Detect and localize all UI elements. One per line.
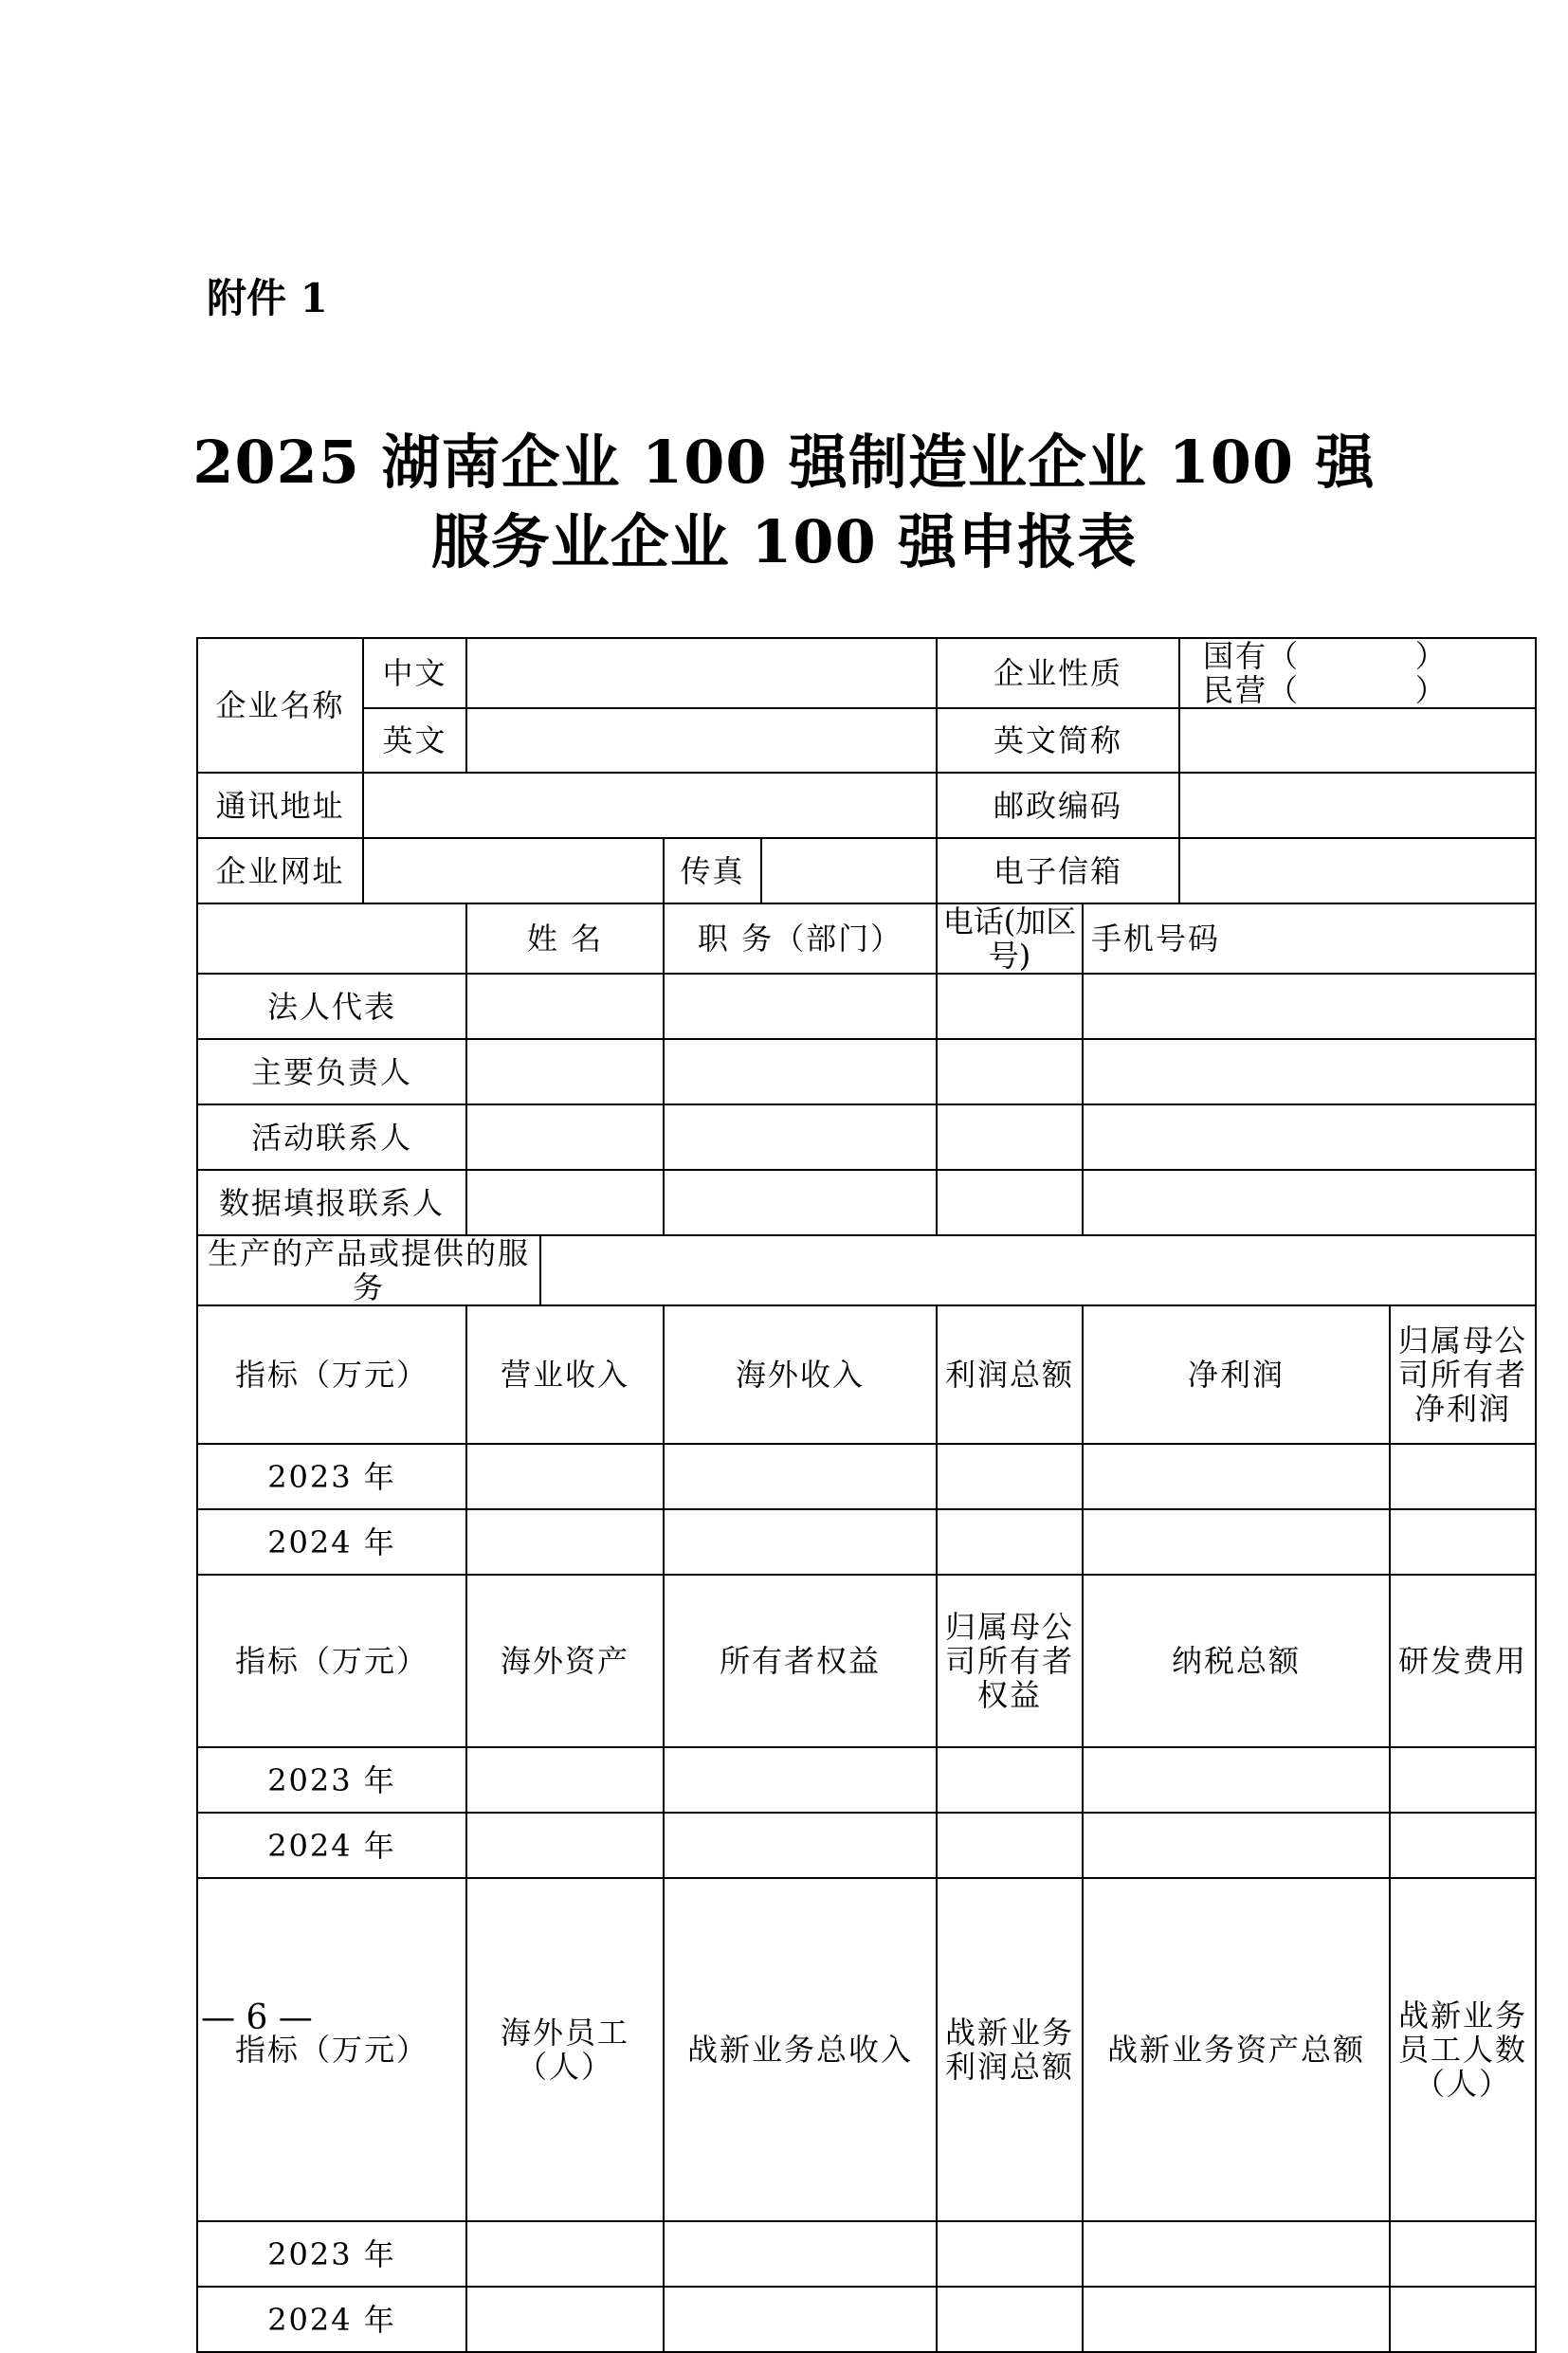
private-option: 民营（ ） <box>1203 672 1448 708</box>
position-column-header: 职 务（部门） <box>664 903 937 974</box>
row-company-cn <box>197 638 1536 708</box>
data-cell[interactable] <box>664 2287 937 2352</box>
indicator-label: 指标（万元） <box>197 1305 466 1444</box>
data-cell[interactable] <box>1390 1813 1536 1878</box>
data-cell[interactable] <box>1390 2287 1536 2352</box>
data-cell[interactable] <box>937 1444 1083 1509</box>
principal-phone[interactable] <box>937 1039 1083 1104</box>
data-cell[interactable] <box>664 1813 937 1878</box>
data-cell[interactable] <box>466 1509 664 1575</box>
row-g3-2023 <box>197 2221 1536 2287</box>
data-cell[interactable] <box>1390 2221 1536 2287</box>
data-cell[interactable] <box>937 1813 1083 1878</box>
year-2023-label: 2023 年 <box>197 2221 466 2287</box>
indicator-label: 指标（万元） <box>197 1878 466 2221</box>
products-label: 生产的产品或提供的服务 <box>197 1235 540 1305</box>
company-name-cn-field[interactable] <box>466 638 937 708</box>
postcode-field[interactable] <box>1179 773 1536 838</box>
data-cell[interactable] <box>1390 1509 1536 1575</box>
nature-label: 企业性质 <box>937 638 1179 708</box>
chinese-label: 中文 <box>363 638 466 708</box>
row-indicator-header-3 <box>197 1878 1536 2221</box>
row-website <box>197 838 1536 903</box>
data-cell[interactable] <box>664 2221 937 2287</box>
row-address <box>197 773 1536 838</box>
data-cell[interactable] <box>466 2221 664 2287</box>
year-2024-label: 2024 年 <box>197 1813 466 1878</box>
fax-label: 传真 <box>664 838 761 903</box>
row-indicator-header-2 <box>197 1575 1536 1747</box>
row-contact-header <box>197 903 1536 974</box>
phone-column-header: 电话(加区号) <box>937 903 1083 974</box>
row-legal-rep <box>197 974 1536 1039</box>
principal-name[interactable] <box>466 1039 664 1104</box>
data-cell[interactable] <box>1390 1747 1536 1813</box>
data-cell[interactable] <box>466 1747 664 1813</box>
website-label: 企业网址 <box>197 838 363 903</box>
principal-position[interactable] <box>664 1039 937 1104</box>
activity-contact-phone[interactable] <box>937 1104 1083 1170</box>
data-contact-name[interactable] <box>466 1170 664 1235</box>
activity-contact-position[interactable] <box>664 1104 937 1170</box>
row-g2-2023 <box>197 1747 1536 1813</box>
col-overseas-assets: 海外资产 <box>466 1575 664 1747</box>
principal-mobile[interactable] <box>1083 1039 1536 1104</box>
data-cell[interactable] <box>664 1747 937 1813</box>
data-cell[interactable] <box>937 2221 1083 2287</box>
company-name-en-field[interactable] <box>466 708 937 773</box>
data-cell[interactable] <box>937 1747 1083 1813</box>
attachment-label: 附件 1 <box>207 275 328 321</box>
legal-rep-phone[interactable] <box>937 974 1083 1039</box>
row-g1-2023 <box>197 1444 1536 1509</box>
data-cell[interactable] <box>937 1509 1083 1575</box>
form-title-line-2: 服务业企业 100 强申报表 <box>430 507 1138 576</box>
row-company-en <box>197 708 1536 773</box>
col-parent-owner-equity: 归属母公司所有者权益 <box>937 1575 1083 1747</box>
legal-rep-name[interactable] <box>466 974 664 1039</box>
col-strategic-revenue: 战新业务总收入 <box>664 1878 937 2221</box>
col-rd-expense: 研发费用 <box>1390 1575 1536 1747</box>
principal-label: 主要负责人 <box>197 1039 466 1104</box>
company-name-label: 企业名称 <box>197 638 363 773</box>
fax-field[interactable] <box>761 838 937 903</box>
activity-contact-name[interactable] <box>466 1104 664 1170</box>
application-form-table <box>196 637 1537 2353</box>
address-field[interactable] <box>363 773 937 838</box>
nature-options[interactable] <box>1179 638 1536 708</box>
data-cell[interactable] <box>1390 1444 1536 1509</box>
row-g1-2024 <box>197 1509 1536 1575</box>
page-number: — 6 — <box>201 1998 313 2037</box>
website-field[interactable] <box>363 838 664 903</box>
row-activity-contact <box>197 1104 1536 1170</box>
data-cell[interactable] <box>466 2287 664 2352</box>
data-cell[interactable] <box>664 1509 937 1575</box>
english-short-field[interactable] <box>1179 708 1536 773</box>
col-strategic-profit: 战新业务利润总额 <box>937 1878 1083 2221</box>
col-strategic-employees: 战新业务员工人数（人） <box>1390 1878 1536 2221</box>
english-label: 英文 <box>363 708 466 773</box>
data-contact-label: 数据填报联系人 <box>197 1170 466 1235</box>
row-indicator-header-1 <box>197 1305 1536 1444</box>
english-short-label: 英文简称 <box>937 708 1179 773</box>
year-2023-label: 2023 年 <box>197 1444 466 1509</box>
data-cell[interactable] <box>1083 1813 1390 1878</box>
data-cell[interactable] <box>1083 1747 1390 1813</box>
row-g2-2024 <box>197 1813 1536 1878</box>
name-column-header: 姓 名 <box>466 903 664 974</box>
col-net-profit: 净利润 <box>1083 1305 1390 1444</box>
address-label: 通讯地址 <box>197 773 363 838</box>
row-products <box>197 1235 1536 1305</box>
activity-contact-label: 活动联系人 <box>197 1104 466 1170</box>
data-cell[interactable] <box>466 1813 664 1878</box>
data-cell[interactable] <box>1083 2221 1390 2287</box>
form-title-line-1: 2025 湖南企业 100 强制造业企业 100 强 <box>192 428 1376 497</box>
legal-rep-position[interactable] <box>664 974 937 1039</box>
col-overseas-employees: 海外员工（人） <box>466 1878 664 2221</box>
data-cell[interactable] <box>1083 1444 1390 1509</box>
row-data-contact <box>197 1170 1536 1235</box>
data-cell[interactable] <box>1083 1509 1390 1575</box>
col-owner-equity: 所有者权益 <box>664 1575 937 1747</box>
row-g3-2024 <box>197 2287 1536 2352</box>
data-cell[interactable] <box>1083 2287 1390 2352</box>
products-field[interactable] <box>540 1235 1536 1305</box>
mobile-column-header: 手机号码 <box>1083 903 1536 974</box>
data-cell[interactable] <box>664 1444 937 1509</box>
col-strategic-assets: 战新业务资产总额 <box>1083 1878 1390 2221</box>
data-cell[interactable] <box>466 1444 664 1509</box>
col-parent-net-profit: 归属母公司所有者净利润 <box>1390 1305 1536 1444</box>
email-field[interactable] <box>1179 838 1536 903</box>
col-total-profit: 利润总额 <box>937 1305 1083 1444</box>
email-label: 电子信箱 <box>937 838 1179 903</box>
postcode-label: 邮政编码 <box>937 773 1179 838</box>
year-2023-label: 2023 年 <box>197 1747 466 1813</box>
year-2024-label: 2024 年 <box>197 2287 466 2352</box>
row-principal <box>197 1039 1536 1104</box>
data-contact-position[interactable] <box>664 1170 937 1235</box>
contact-header-blank <box>197 903 466 974</box>
col-overseas-revenue: 海外收入 <box>664 1305 937 1444</box>
data-contact-mobile[interactable] <box>1083 1170 1536 1235</box>
data-cell[interactable] <box>937 2287 1083 2352</box>
data-contact-phone[interactable] <box>937 1170 1083 1235</box>
indicator-label: 指标（万元） <box>197 1575 466 1747</box>
activity-contact-mobile[interactable] <box>1083 1104 1536 1170</box>
year-2024-label: 2024 年 <box>197 1509 466 1575</box>
legal-rep-mobile[interactable] <box>1083 974 1536 1039</box>
col-operating-revenue: 营业收入 <box>466 1305 664 1444</box>
legal-rep-label: 法人代表 <box>197 974 466 1039</box>
state-owned-option: 国有（ ） <box>1203 638 1448 674</box>
col-total-tax: 纳税总额 <box>1083 1575 1390 1747</box>
